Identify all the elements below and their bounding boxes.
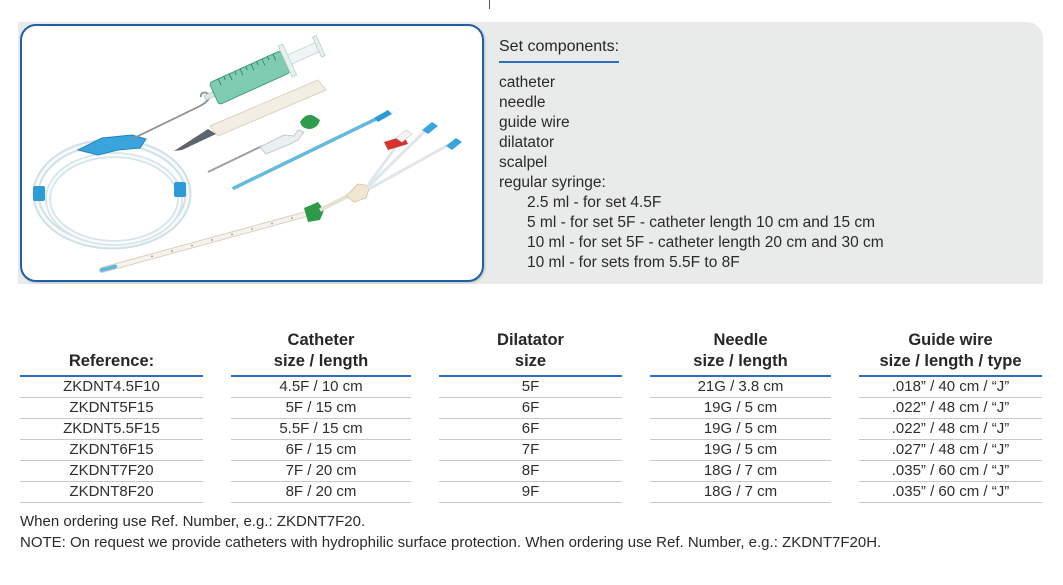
component-item: dilatator (499, 134, 555, 151)
cell-dilatator: 7F (439, 440, 622, 461)
dilatator-rod (234, 118, 378, 188)
header-guide-wire (859, 330, 1042, 377)
green-connector (300, 115, 320, 129)
specification-table (20, 330, 1042, 503)
component-item: regular syringe: (499, 174, 606, 191)
syringe-plunger-rod (288, 43, 319, 64)
syringe-option: 10 ml - for sets from 5.5F to 8F (527, 254, 740, 271)
cell-needle: 21G / 3.8 cm (650, 377, 831, 398)
header-line-1: Needle (713, 331, 768, 349)
cell-guide-wire: .035” / 60 cm / “J” (859, 482, 1042, 503)
coil-inner-highlight (48, 155, 180, 243)
header-dilatator (439, 330, 622, 377)
hydrophilic-note: NOTE: On request we provide catheters with hydrophilic surface protection. When ordering use Ref. Number, e.g.: ZKDNT7F20H. (20, 534, 882, 551)
cell-dilatator: 6F (439, 419, 622, 440)
scalpel-blade (174, 129, 216, 151)
cell-catheter: 5F / 15 cm (231, 398, 411, 419)
needle-shaft (208, 146, 262, 172)
header-line-1 (20, 330, 203, 351)
needle (208, 130, 304, 172)
header-line-2: Reference: (68, 352, 155, 370)
header-divider (489, 0, 490, 9)
catheter-suture-wing (304, 202, 324, 222)
product-photo (20, 24, 484, 282)
product-photo-illustration (22, 26, 482, 280)
cell-guide-wire: .027” / 48 cm / “J” (859, 440, 1042, 461)
cell-catheter: 8F / 20 cm (231, 482, 411, 503)
coil-clip-right (174, 182, 186, 197)
cell-guide-wire: .035” / 60 cm / “J” (859, 461, 1042, 482)
cell-catheter: 6F / 15 cm (231, 440, 411, 461)
cell-needle: 18G / 7 cm (650, 482, 831, 503)
guide-wire-j-tip (132, 93, 209, 139)
set-components-heading: Set components: (499, 38, 620, 55)
header-line-2: size (514, 352, 547, 370)
table-header-row (20, 330, 1042, 377)
header-line-1: Catheter (287, 331, 355, 349)
table-row (20, 461, 1042, 482)
cell-guide-wire: .022” / 48 cm / “J” (859, 419, 1042, 440)
cell-needle: 19G / 5 cm (650, 398, 831, 419)
component-item: guide wire (499, 114, 570, 131)
component-item: scalpel (499, 154, 548, 171)
cell-dilatator: 6F (439, 398, 622, 419)
coil-clip-left (33, 186, 45, 201)
header-line-2: size / length / type (879, 352, 1022, 370)
table-row (20, 377, 1042, 398)
cell-dilatator: 9F (439, 482, 622, 503)
cell-reference: ZKDNT7F20 (20, 461, 203, 482)
ordering-notes (20, 511, 881, 553)
set-components-heading-underline (499, 61, 619, 63)
cell-reference: ZKDNT6F15 (20, 440, 203, 461)
guide-wire-dispenser-coil (33, 135, 188, 246)
header-needle (650, 330, 831, 377)
needle-hub (260, 130, 304, 154)
cell-dilatator: 5F (439, 377, 622, 398)
cell-needle: 19G / 5 cm (650, 440, 831, 461)
header-reference (20, 330, 203, 377)
cell-guide-wire: .022” / 48 cm / “J” (859, 398, 1042, 419)
component-item: needle (499, 94, 546, 111)
cell-catheter: 4.5F / 10 cm (231, 377, 411, 398)
ordering-note: When ordering use Ref. Number, e.g.: ZKDNT7F20. (20, 513, 366, 530)
cell-catheter: 5.5F / 15 cm (231, 419, 411, 440)
syringe-option: 10 ml - for set 5F - catheter length 20 cm and 30 cm (527, 234, 884, 251)
table-row (20, 482, 1042, 503)
header-line-1: Dilatator (497, 331, 564, 349)
syringe-option: 5 ml - for set 5F - catheter length 10 cm and 15 cm (527, 214, 876, 231)
table-row (20, 440, 1042, 461)
header-line-1: Guide wire (908, 331, 993, 349)
header-line-2: size / length (693, 352, 788, 370)
cell-needle: 18G / 7 cm (650, 461, 831, 482)
cell-guide-wire: .018” / 40 cm / “J” (859, 377, 1042, 398)
syringe-option-list (527, 193, 884, 273)
component-item: catheter (499, 74, 556, 91)
cell-reference: ZKDNT5F15 (20, 398, 203, 419)
cell-reference: ZKDNT8F20 (20, 482, 203, 503)
cell-dilatator: 8F (439, 461, 622, 482)
cell-needle: 19G / 5 cm (650, 419, 831, 440)
syringe (198, 30, 328, 113)
header-line-2: size / length (273, 352, 369, 370)
syringe-option: 2.5 ml - for set 4.5F (527, 194, 662, 211)
cell-catheter: 7F / 20 cm (231, 461, 411, 482)
cell-reference: ZKDNT5.5F15 (20, 419, 203, 440)
table-row (20, 398, 1042, 419)
component-list (499, 73, 606, 193)
header-catheter (231, 330, 411, 377)
table-row (20, 419, 1042, 440)
catheter-extension-lines (366, 130, 450, 189)
dilatator-hub (374, 110, 392, 122)
cell-reference: ZKDNT4.5F10 (20, 377, 203, 398)
